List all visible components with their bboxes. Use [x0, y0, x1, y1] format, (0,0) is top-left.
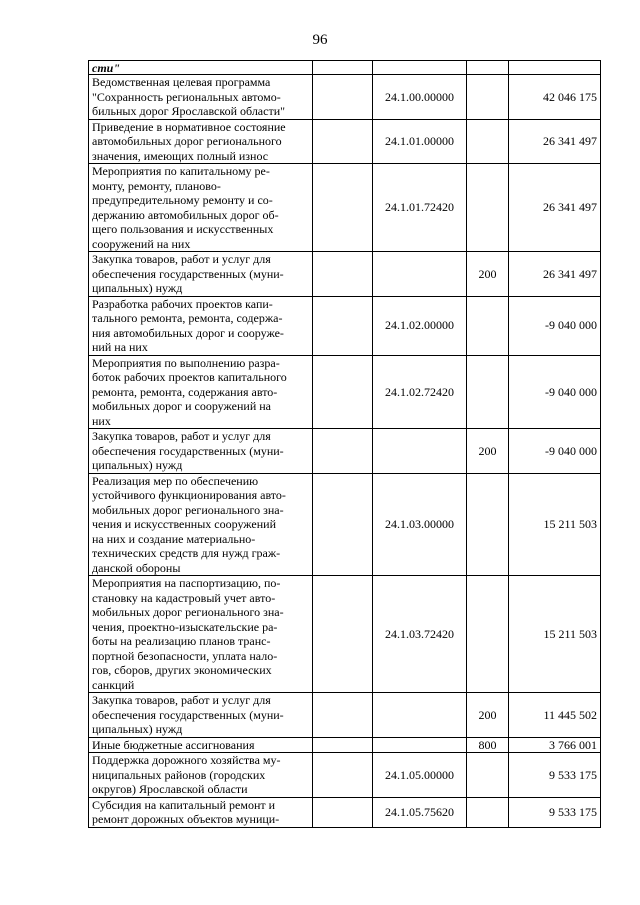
budget-table-body: [89, 61, 601, 828]
blank-cell: [313, 61, 373, 75]
row-type-cell: [467, 119, 509, 164]
row-name-cell: Закупка товаров, работ и услуг для обеспечения государственных (муни- ципальных) нужд: [89, 429, 313, 474]
row-type-cell: [467, 355, 509, 429]
budget-table: [88, 60, 601, 828]
row-name-cell: Разработка рабочих проектов капи- тального ремонта, ремонта, содержа- ния автомобильных дорог и сооруже- ний на них: [89, 296, 313, 355]
row-code-cell: [373, 693, 467, 738]
row-code-cell: [373, 252, 467, 297]
continuation-label: сти": [89, 61, 313, 75]
blank-cell: [313, 355, 373, 429]
row-name-cell: Поддержка дорожного хозяйства му- ниципальных районов (городских округов) Ярославской области: [89, 753, 313, 798]
row-code-cell: 24.1.00.00000: [373, 75, 467, 120]
table-row: [89, 753, 601, 798]
row-name-cell: Закупка товаров, работ и услуг для обеспечения государственных (муни- ципальных) нужд: [89, 252, 313, 297]
row-name-cell: Мероприятия по выполнению разра- боток рабочих проектов капитального ремонта, ремонта, содержания авто- мобильных дорог и сооружений на них: [89, 355, 313, 429]
amount-cell: [509, 61, 601, 75]
row-amount-cell: -9 040 000: [509, 296, 601, 355]
table-row: [89, 252, 601, 297]
row-code-cell: [373, 737, 467, 753]
blank-cell: [313, 75, 373, 120]
row-type-cell: [467, 164, 509, 252]
table-row: [89, 473, 601, 576]
table-row: [89, 164, 601, 252]
row-type-cell: 200: [467, 429, 509, 474]
row-name-cell: Субсидия на капитальный ремонт и ремонт дорожных объектов муници-: [89, 797, 313, 827]
row-amount-cell: 42 046 175: [509, 75, 601, 120]
row-type-cell: 200: [467, 693, 509, 738]
blank-cell: [313, 429, 373, 474]
row-code-cell: 24.1.01.00000: [373, 119, 467, 164]
row-amount-cell: 15 211 503: [509, 576, 601, 693]
row-amount-cell: -9 040 000: [509, 429, 601, 474]
table-row: [89, 797, 601, 827]
blank-cell: [313, 252, 373, 297]
row-code-cell: 24.1.03.00000: [373, 473, 467, 576]
row-amount-cell: 26 341 497: [509, 164, 601, 252]
row-code-cell: 24.1.05.00000: [373, 753, 467, 798]
table-row: [89, 119, 601, 164]
row-amount-cell: 11 445 502: [509, 693, 601, 738]
row-type-cell: [467, 576, 509, 693]
row-name-cell: Иные бюджетные ассигнования: [89, 737, 313, 753]
table-row: [89, 75, 601, 120]
row-code-cell: 24.1.05.75620: [373, 797, 467, 827]
row-code-cell: 24.1.01.72420: [373, 164, 467, 252]
row-name-cell: Закупка товаров, работ и услуг для обеспечения государственных (муни- ципальных) нужд: [89, 693, 313, 738]
row-name-cell: Мероприятия на паспортизацию, по- становку на кадастровый учет авто- мобильных дорог регионального зна- чения, проектно-изыскательские ра- боты на реализацию планов транс- портной безопасности, уплата нало- гов, сборов, других экономических санкций: [89, 576, 313, 693]
row-type-cell: [467, 473, 509, 576]
row-amount-cell: 3 766 001: [509, 737, 601, 753]
blank-cell: [313, 693, 373, 738]
blank-cell: [313, 576, 373, 693]
row-name-cell: Ведомственная целевая программа "Сохранность региональных автомо- бильных дорог Ярославской области": [89, 75, 313, 120]
table-row: [89, 576, 601, 693]
table-row: [89, 296, 601, 355]
row-amount-cell: 15 211 503: [509, 473, 601, 576]
row-amount-cell: 9 533 175: [509, 753, 601, 798]
page-number: 96: [312, 32, 328, 48]
table-row: [89, 737, 601, 753]
blank-cell: [313, 737, 373, 753]
blank-cell: [313, 296, 373, 355]
row-code-cell: [373, 429, 467, 474]
row-type-cell: [467, 75, 509, 120]
continuation-row: [89, 61, 601, 75]
table-row: [89, 355, 601, 429]
code-cell: [373, 61, 467, 75]
blank-cell: [313, 473, 373, 576]
row-type-cell: 800: [467, 737, 509, 753]
row-type-cell: [467, 296, 509, 355]
row-name-cell: Мероприятия по капитальному ре- монту, ремонту, планово- предупредительному ремонту и со- держанию автомобильных дорог об- щего пользования и искусственных сооружений на них: [89, 164, 313, 252]
row-amount-cell: 26 341 497: [509, 119, 601, 164]
row-code-cell: 24.1.03.72420: [373, 576, 467, 693]
table-row: [89, 429, 601, 474]
blank-cell: [313, 119, 373, 164]
blank-cell: [313, 753, 373, 798]
row-amount-cell: -9 040 000: [509, 355, 601, 429]
row-code-cell: 24.1.02.00000: [373, 296, 467, 355]
row-type-cell: [467, 753, 509, 798]
row-name-cell: Реализация мер по обеспечению устойчивого функционирования авто- мобильных дорог регионального зна- чения и искусственных сооружений на них и создание материально- технических средств для нужд граж- данской обороны: [89, 473, 313, 576]
type-cell: [467, 61, 509, 75]
table-row: [89, 693, 601, 738]
row-type-cell: [467, 797, 509, 827]
row-amount-cell: 26 341 497: [509, 252, 601, 297]
blank-cell: [313, 797, 373, 827]
row-type-cell: 200: [467, 252, 509, 297]
row-amount-cell: 9 533 175: [509, 797, 601, 827]
row-name-cell: Приведение в нормативное состояние автомобильных дорог регионального значения, имеющих полный износ: [89, 119, 313, 164]
blank-cell: [313, 164, 373, 252]
row-code-cell: 24.1.02.72420: [373, 355, 467, 429]
